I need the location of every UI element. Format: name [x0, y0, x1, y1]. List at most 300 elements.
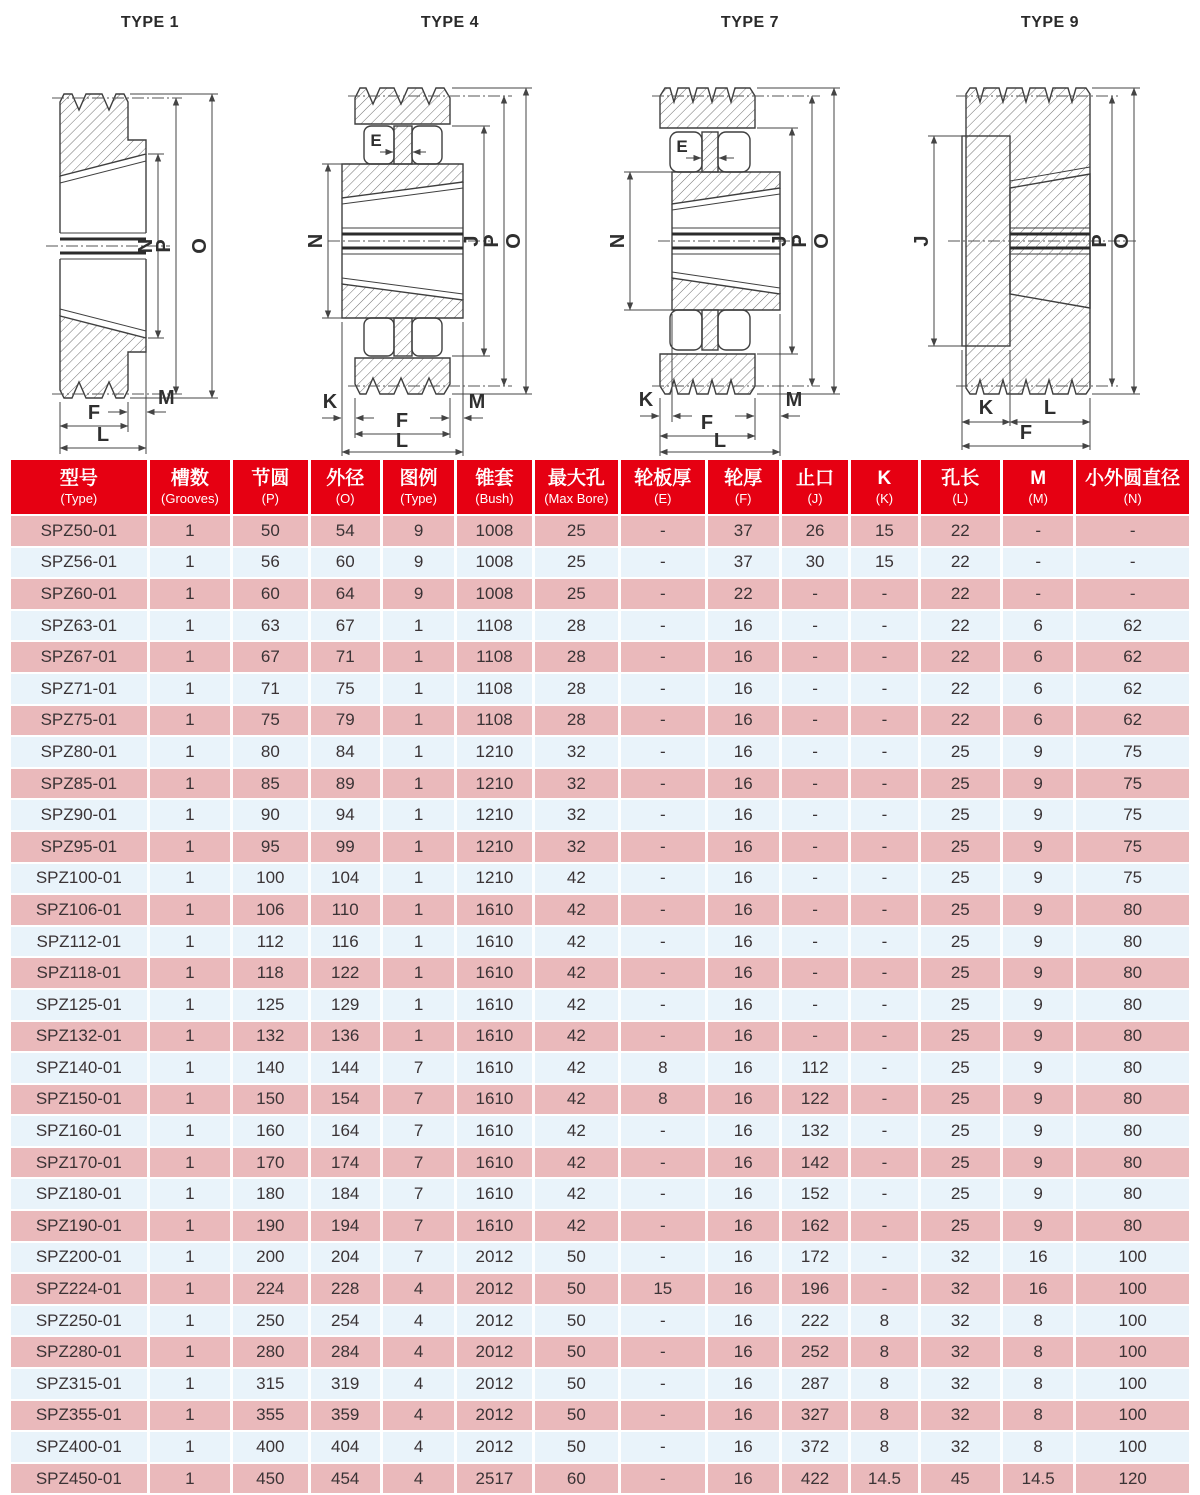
cell-l: 32 — [921, 1243, 1000, 1273]
dim-label-f: F — [1019, 422, 1033, 444]
cell-l: 25 — [921, 1211, 1000, 1241]
cell-m: 9 — [1003, 1085, 1073, 1115]
cell-maxbore: 50 — [535, 1432, 618, 1462]
cell-grooves: 1 — [150, 1243, 230, 1273]
cell-p: 140 — [233, 1053, 307, 1083]
col-header-3: 外径 (O) — [311, 460, 380, 514]
cell-o: 174 — [311, 1148, 380, 1178]
cell-o: 89 — [311, 769, 380, 799]
cell-e: 8 — [621, 1053, 704, 1083]
dim-label-j: J — [461, 235, 483, 247]
cell-m: 8 — [1003, 1369, 1073, 1399]
cell-o: 71 — [311, 642, 380, 672]
cell-p: 80 — [233, 737, 307, 767]
table-row — [11, 1085, 1189, 1115]
cell-type: SPZ400-01 — [11, 1432, 147, 1462]
cell-j: 287 — [782, 1369, 848, 1399]
cell-l: 25 — [921, 1179, 1000, 1209]
table-row — [11, 800, 1189, 830]
cell-type: 1 — [383, 990, 454, 1020]
cell-o: 144 — [311, 1053, 380, 1083]
cell-p: 63 — [233, 611, 307, 641]
cell-m: 9 — [1003, 927, 1073, 957]
table-row — [11, 1116, 1189, 1146]
cell-f: 37 — [708, 548, 779, 578]
diagram-title-type-9: TYPE 9 — [1020, 14, 1080, 31]
cell-n: 100 — [1076, 1369, 1189, 1399]
cell-j: 162 — [782, 1211, 848, 1241]
cell-k: - — [851, 1211, 917, 1241]
cell-type: 7 — [383, 1148, 454, 1178]
cell-m: - — [1003, 516, 1073, 546]
dim-label-k: K — [638, 389, 654, 411]
dim-label-j: J — [911, 235, 933, 247]
table-row — [11, 706, 1189, 736]
cell-e: 8 — [621, 1085, 704, 1115]
cell-o: 404 — [311, 1432, 380, 1462]
cell-maxbore: 50 — [535, 1401, 618, 1431]
cell-l: 25 — [921, 1085, 1000, 1115]
cell-k: 8 — [851, 1369, 917, 1399]
col-header-4: 图例 (Type) — [383, 460, 454, 514]
cell-type: 7 — [383, 1243, 454, 1273]
cell-maxbore: 50 — [535, 1274, 618, 1304]
cell-k: 8 — [851, 1306, 917, 1336]
cell-f: 16 — [708, 1148, 779, 1178]
cell-l: 22 — [921, 548, 1000, 578]
cell-type: 4 — [383, 1401, 454, 1431]
cell-maxbore: 32 — [535, 800, 618, 830]
cell-o: 110 — [311, 895, 380, 925]
cell-f: 16 — [708, 1401, 779, 1431]
cell-maxbore: 28 — [535, 706, 618, 736]
pulley-type-diagrams — [0, 0, 1200, 456]
cell-type: SPZ132-01 — [11, 1022, 147, 1052]
col-header-2: 节圆 (P) — [233, 460, 307, 514]
cell-bush: 1210 — [457, 800, 531, 830]
cell-maxbore: 42 — [535, 1022, 618, 1052]
cell-k: - — [851, 1053, 917, 1083]
dim-label-n: N — [607, 233, 629, 249]
cell-n: 80 — [1076, 958, 1189, 988]
cell-f: 16 — [708, 864, 779, 894]
cell-k: - — [851, 1116, 917, 1146]
cell-maxbore: 50 — [535, 1369, 618, 1399]
diagram-type-9 — [900, 0, 1200, 456]
cell-m: 9 — [1003, 1053, 1073, 1083]
cell-type: SPZ355-01 — [11, 1401, 147, 1431]
cell-bush: 1008 — [457, 579, 531, 609]
cell-e: - — [621, 737, 704, 767]
cell-type: SPZ315-01 — [11, 1369, 147, 1399]
cell-maxbore: 25 — [535, 579, 618, 609]
cell-grooves: 1 — [150, 927, 230, 957]
col-header-11: 孔长 (L) — [921, 460, 1000, 514]
cell-p: 71 — [233, 674, 307, 704]
cell-bush: 2012 — [457, 1401, 531, 1431]
cell-type: SPZ95-01 — [11, 832, 147, 862]
cell-f: 16 — [708, 642, 779, 672]
cell-type: 1 — [383, 800, 454, 830]
table-row — [11, 1179, 1189, 1209]
cell-p: 67 — [233, 642, 307, 672]
cell-type: 1 — [383, 611, 454, 641]
cell-j: - — [782, 579, 848, 609]
cell-type: SPZ71-01 — [11, 674, 147, 704]
cell-j: 122 — [782, 1085, 848, 1115]
cell-type: SPZ75-01 — [11, 706, 147, 736]
cell-l: 25 — [921, 864, 1000, 894]
cell-type: 9 — [383, 516, 454, 546]
cell-type: SPZ150-01 — [11, 1085, 147, 1115]
cell-e: - — [621, 548, 704, 578]
dim-label-p: P — [153, 239, 175, 253]
dim-label-e: E — [676, 137, 688, 156]
cell-grooves: 1 — [150, 990, 230, 1020]
cell-type: 4 — [383, 1432, 454, 1462]
cell-o: 84 — [311, 737, 380, 767]
cell-l: 32 — [921, 1369, 1000, 1399]
cell-p: 50 — [233, 516, 307, 546]
dim-label-l: L — [96, 424, 110, 446]
cell-p: 200 — [233, 1243, 307, 1273]
col-header-7: 轮板厚 (E) — [621, 460, 704, 514]
cell-n: 80 — [1076, 1116, 1189, 1146]
cell-grooves: 1 — [150, 1211, 230, 1241]
cell-k: - — [851, 864, 917, 894]
cell-l: 22 — [921, 642, 1000, 672]
cell-j: - — [782, 737, 848, 767]
table-row — [11, 611, 1189, 641]
col-header-8: 轮厚 (F) — [708, 460, 779, 514]
cell-n: 80 — [1076, 1179, 1189, 1209]
cell-maxbore: 50 — [535, 1337, 618, 1367]
cell-p: 315 — [233, 1369, 307, 1399]
cell-type: SPZ63-01 — [11, 611, 147, 641]
cell-k: 14.5 — [851, 1464, 917, 1494]
cell-f: 16 — [708, 1179, 779, 1209]
cell-type: SPZ106-01 — [11, 895, 147, 925]
cell-n: 62 — [1076, 674, 1189, 704]
cell-p: 250 — [233, 1306, 307, 1336]
table-row — [11, 769, 1189, 799]
table-row — [11, 642, 1189, 672]
cell-k: - — [851, 958, 917, 988]
cell-o: 204 — [311, 1243, 380, 1273]
cell-n: 62 — [1076, 642, 1189, 672]
cell-f: 16 — [708, 800, 779, 830]
diagram-type-4 — [300, 0, 600, 456]
col-header-5: 锥套 (Bush) — [457, 460, 531, 514]
table-row — [11, 1148, 1189, 1178]
cell-m: 6 — [1003, 642, 1073, 672]
cell-type: 1 — [383, 674, 454, 704]
cell-o: 194 — [311, 1211, 380, 1241]
cell-e: - — [621, 1401, 704, 1431]
cell-k: - — [851, 674, 917, 704]
table-row — [11, 1306, 1189, 1336]
cell-n: 80 — [1076, 895, 1189, 925]
cell-o: 164 — [311, 1116, 380, 1146]
cell-f: 16 — [708, 927, 779, 957]
cell-e: - — [621, 1116, 704, 1146]
cell-p: 450 — [233, 1464, 307, 1494]
cell-m: - — [1003, 548, 1073, 578]
cell-k: 15 — [851, 548, 917, 578]
cell-l: 22 — [921, 706, 1000, 736]
cell-type: SPZ180-01 — [11, 1179, 147, 1209]
cell-k: 15 — [851, 516, 917, 546]
cell-e: - — [621, 832, 704, 862]
cell-m: 9 — [1003, 1148, 1073, 1178]
cell-j: 422 — [782, 1464, 848, 1494]
cell-k: - — [851, 1148, 917, 1178]
cell-maxbore: 25 — [535, 548, 618, 578]
cell-type: 1 — [383, 895, 454, 925]
cell-e: - — [621, 1306, 704, 1336]
cell-j: 252 — [782, 1337, 848, 1367]
cell-e: - — [621, 958, 704, 988]
cell-bush: 1008 — [457, 548, 531, 578]
cell-type: 7 — [383, 1211, 454, 1241]
cell-bush: 1108 — [457, 611, 531, 641]
cell-o: 99 — [311, 832, 380, 862]
cell-maxbore: 42 — [535, 864, 618, 894]
cell-p: 75 — [233, 706, 307, 736]
cell-p: 150 — [233, 1085, 307, 1115]
cell-bush: 2012 — [457, 1243, 531, 1273]
cell-m: 8 — [1003, 1401, 1073, 1431]
cell-n: 75 — [1076, 864, 1189, 894]
cell-l: 32 — [921, 1337, 1000, 1367]
cell-type: SPZ190-01 — [11, 1211, 147, 1241]
cell-m: 16 — [1003, 1274, 1073, 1304]
table-row — [11, 1211, 1189, 1241]
cell-maxbore: 32 — [535, 769, 618, 799]
dim-label-f: F — [700, 412, 714, 434]
cell-e: - — [621, 1022, 704, 1052]
cell-bush: 1108 — [457, 642, 531, 672]
cell-type: 1 — [383, 642, 454, 672]
cell-j: - — [782, 800, 848, 830]
cell-f: 16 — [708, 737, 779, 767]
cell-k: - — [851, 737, 917, 767]
cell-k: - — [851, 1085, 917, 1115]
cell-o: 454 — [311, 1464, 380, 1494]
cell-m: 9 — [1003, 832, 1073, 862]
cell-grooves: 1 — [150, 1401, 230, 1431]
diagram-type-1 — [0, 0, 300, 456]
cell-maxbore: 28 — [535, 642, 618, 672]
cell-o: 79 — [311, 706, 380, 736]
cell-type: SPZ80-01 — [11, 737, 147, 767]
dim-label-o: O — [1111, 233, 1133, 249]
cell-type: 9 — [383, 579, 454, 609]
type-9-drawing — [900, 36, 1200, 456]
cell-maxbore: 42 — [535, 1148, 618, 1178]
cell-grooves: 1 — [150, 1464, 230, 1494]
cell-p: 280 — [233, 1337, 307, 1367]
cell-f: 22 — [708, 579, 779, 609]
cell-j: - — [782, 769, 848, 799]
cell-j: 372 — [782, 1432, 848, 1462]
cell-m: 9 — [1003, 737, 1073, 767]
cell-type: SPZ125-01 — [11, 990, 147, 1020]
dim-label-o: O — [189, 238, 211, 254]
cell-maxbore: 25 — [535, 516, 618, 546]
cell-grooves: 1 — [150, 1274, 230, 1304]
cell-j: - — [782, 642, 848, 672]
cell-e: - — [621, 1211, 704, 1241]
cell-m: 8 — [1003, 1306, 1073, 1336]
cell-k: - — [851, 1022, 917, 1052]
cell-e: - — [621, 516, 704, 546]
cell-grooves: 1 — [150, 1306, 230, 1336]
cell-j: 327 — [782, 1401, 848, 1431]
cell-m: 9 — [1003, 1179, 1073, 1209]
diagram-type-7 — [600, 0, 900, 456]
cell-e: - — [621, 1179, 704, 1209]
cell-o: 136 — [311, 1022, 380, 1052]
cell-grooves: 1 — [150, 548, 230, 578]
cell-n: 75 — [1076, 800, 1189, 830]
cell-type: 7 — [383, 1053, 454, 1083]
cell-l: 25 — [921, 990, 1000, 1020]
cell-grooves: 1 — [150, 737, 230, 767]
cell-type: SPZ280-01 — [11, 1337, 147, 1367]
cell-bush: 2012 — [457, 1369, 531, 1399]
cell-j: 112 — [782, 1053, 848, 1083]
cell-k: - — [851, 927, 917, 957]
cell-k: - — [851, 832, 917, 862]
cell-bush: 1610 — [457, 1022, 531, 1052]
cell-k: 8 — [851, 1432, 917, 1462]
cell-type: SPZ100-01 — [11, 864, 147, 894]
cell-bush: 1610 — [457, 1085, 531, 1115]
cell-l: 32 — [921, 1306, 1000, 1336]
cell-n: - — [1076, 516, 1189, 546]
cell-o: 319 — [311, 1369, 380, 1399]
cell-k: - — [851, 1179, 917, 1209]
cell-grooves: 1 — [150, 1369, 230, 1399]
table-row — [11, 674, 1189, 704]
table-row — [11, 1053, 1189, 1083]
cell-o: 67 — [311, 611, 380, 641]
cell-p: 180 — [233, 1179, 307, 1209]
cell-k: 8 — [851, 1337, 917, 1367]
cell-type: 4 — [383, 1274, 454, 1304]
cell-type: 4 — [383, 1337, 454, 1367]
cell-maxbore: 42 — [535, 927, 618, 957]
cell-grooves: 1 — [150, 958, 230, 988]
cell-type: SPZ224-01 — [11, 1274, 147, 1304]
cell-f: 16 — [708, 1085, 779, 1115]
cell-m: 8 — [1003, 1337, 1073, 1367]
type-7-drawing — [600, 36, 900, 456]
table-row — [11, 579, 1189, 609]
cell-o: 122 — [311, 958, 380, 988]
cell-p: 170 — [233, 1148, 307, 1178]
dim-label-f: F — [395, 410, 409, 432]
cell-bush: 2012 — [457, 1432, 531, 1462]
cell-m: 14.5 — [1003, 1464, 1073, 1494]
cell-p: 132 — [233, 1022, 307, 1052]
table-row — [11, 990, 1189, 1020]
cell-p: 85 — [233, 769, 307, 799]
table-row — [11, 548, 1189, 578]
cell-e: - — [621, 1243, 704, 1273]
cell-bush: 1210 — [457, 832, 531, 862]
cell-type: SPZ85-01 — [11, 769, 147, 799]
cell-e: - — [621, 642, 704, 672]
cell-grooves: 1 — [150, 516, 230, 546]
cell-f: 16 — [708, 769, 779, 799]
type-4-drawing — [300, 36, 600, 456]
cell-grooves: 1 — [150, 864, 230, 894]
cell-f: 16 — [708, 1243, 779, 1273]
table-row — [11, 895, 1189, 925]
cell-l: 25 — [921, 1116, 1000, 1146]
cell-e: - — [621, 1337, 704, 1367]
cell-type: 1 — [383, 927, 454, 957]
cell-e: - — [621, 1148, 704, 1178]
cell-maxbore: 32 — [535, 737, 618, 767]
cell-m: 16 — [1003, 1243, 1073, 1273]
cell-maxbore: 42 — [535, 1179, 618, 1209]
cell-n: 80 — [1076, 1022, 1189, 1052]
cell-p: 112 — [233, 927, 307, 957]
cell-m: 9 — [1003, 864, 1073, 894]
cell-l: 25 — [921, 895, 1000, 925]
cell-j: 196 — [782, 1274, 848, 1304]
cell-l: 25 — [921, 927, 1000, 957]
cell-m: 9 — [1003, 958, 1073, 988]
cell-f: 16 — [708, 1053, 779, 1083]
cell-k: - — [851, 800, 917, 830]
dim-label-n: N — [305, 233, 327, 249]
cell-f: 16 — [708, 895, 779, 925]
col-header-12: M (M) — [1003, 460, 1073, 514]
cell-n: 100 — [1076, 1306, 1189, 1336]
cell-p: 56 — [233, 548, 307, 578]
cell-p: 160 — [233, 1116, 307, 1146]
cell-grooves: 1 — [150, 1022, 230, 1052]
cell-k: - — [851, 895, 917, 925]
dim-label-l: L — [1043, 397, 1057, 419]
cell-maxbore: 42 — [535, 1211, 618, 1241]
cell-f: 16 — [708, 611, 779, 641]
cell-k: - — [851, 769, 917, 799]
cell-bush: 1210 — [457, 737, 531, 767]
dim-label-l: L — [395, 430, 409, 452]
cell-o: 184 — [311, 1179, 380, 1209]
cell-grooves: 1 — [150, 1179, 230, 1209]
cell-p: 224 — [233, 1274, 307, 1304]
cell-n: 75 — [1076, 737, 1189, 767]
cell-k: - — [851, 579, 917, 609]
cell-bush: 1210 — [457, 864, 531, 894]
cell-grooves: 1 — [150, 1337, 230, 1367]
cell-k: - — [851, 1274, 917, 1304]
cell-l: 32 — [921, 1274, 1000, 1304]
cell-maxbore: 42 — [535, 1116, 618, 1146]
cell-k: - — [851, 611, 917, 641]
cell-f: 16 — [708, 706, 779, 736]
cell-j: 222 — [782, 1306, 848, 1336]
cell-e: - — [621, 579, 704, 609]
cell-type: 1 — [383, 737, 454, 767]
cell-j: - — [782, 1022, 848, 1052]
